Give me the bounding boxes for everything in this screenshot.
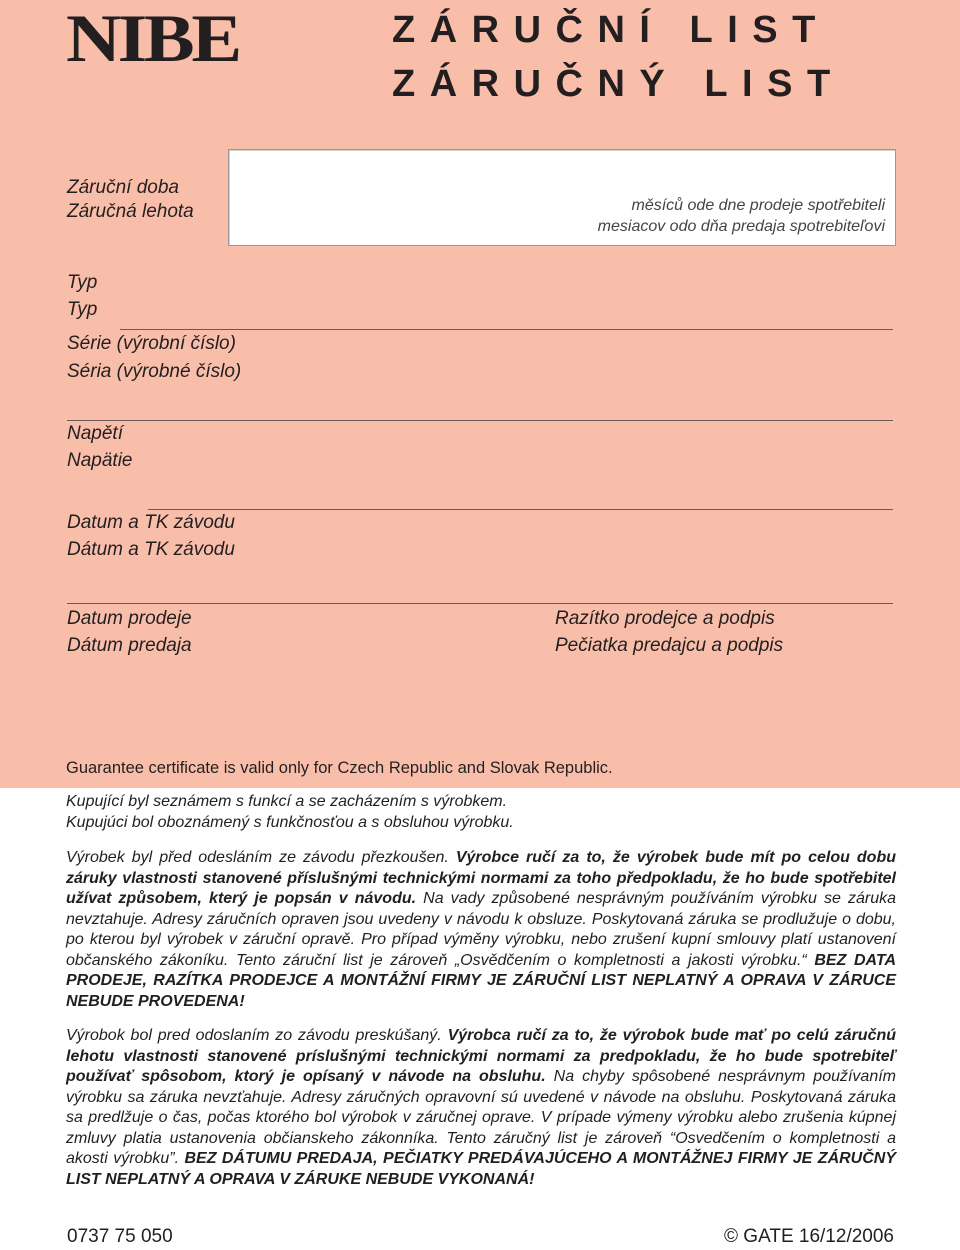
sale-date-label-sk: Dátum predaja <box>67 635 192 656</box>
voltage-label-cz: Napětí <box>67 423 123 444</box>
warranty-unit-sk: mesiacov odo dňa predaja spotrebiteľovi <box>597 218 885 235</box>
voltage-label-sk: Napätie <box>67 450 133 471</box>
factory-date-label-sk: Dátum a TK závodu <box>67 539 235 560</box>
terms-sk-tested: Výrobok bol pred odoslaním zo závodu preskúšaný. <box>66 1027 448 1044</box>
document-code: 0737 75 050 <box>67 1226 173 1247</box>
terms-sk-guarantee: Výrobca ručí za to, že výrobok bude mať po celú záručnú lehotu vlastnosti stanovené príslušnými technickými normami za predpokladu, že ho bude spotrebiteľ používať spôsobom, ktorý je opísaný v návode na obsluhu. <box>66 1027 897 1085</box>
terms-cz-conditions: Na vady způsobené nesprávným používáním výrobku se záruka nevztahuje. Adresy záručních opraven jsou uvedeny v návodu k obsluze. Poskytovaná záruka se prodlužuje o dobu, po kterou byl výrobek v záruční opravě. Pro případ výměny výrobku, nebo zrušení kupní smlouvy platí ustanovení občanského zákoníku. Tento záruční list je zároveň „Osvědčením o kompletnosti a jakosti výrobku.“ <box>66 890 897 969</box>
terms-sk-conditions: Na chyby spôsobené nesprávnym používaním výrobku sa záruka nevzťahuje. Adresy záručných opravovní sú uvedené v návode na obsluhu. Poskytovaná záruka sa predlžuje o čas, počas ktorého bol výrobok v záručnej oprave. V prípade výmeny výrobku alebo zrušenia kúpnej zmluvy platia ustanovenia občianskeho zákonníka. Tento záručný list je zároveň “Osvedčením o kompletnosti a akosti výrobku”. <box>66 1068 897 1167</box>
sale-date-label-cz: Datum prodeje <box>67 608 192 629</box>
stamp-label-cz: Razítko prodejce a podpis <box>555 608 775 629</box>
terms-cz <box>66 848 896 1012</box>
warranty-label-sk: Záručná lehota <box>67 201 194 222</box>
warranty-months-field[interactable] <box>228 149 896 246</box>
terms-cz-tested: Výrobek byl před odesláním ze závodu přezkoušen. <box>66 849 456 866</box>
terms-sk <box>66 1026 896 1190</box>
voltage-field-line[interactable] <box>148 509 893 510</box>
validity-notice: Guarantee certificate is valid only for Czech Republic and Slovak Republic. <box>66 759 613 777</box>
copyright: © GATE 16/12/2006 <box>724 1226 894 1247</box>
familiar-sk: Kupujúci bol oboznámený s funkčnosťou a s obsluhou výrobku. <box>66 814 514 831</box>
stamp-label-sk: Pečiatka predajcu a podpis <box>555 635 784 656</box>
serial-field-line[interactable] <box>67 420 893 421</box>
title-sk: ZÁRUČNÝ LIST <box>392 63 845 105</box>
type-label-sk: Typ <box>67 299 98 320</box>
warranty-unit-cz: měsíců ode dne prodeje spotřebiteli <box>631 197 885 214</box>
type-label-cz: Typ <box>67 272 98 293</box>
familiar-cz: Kupující byl seznámem s funkcí a se zacházením s výrobkem. <box>66 793 508 810</box>
warranty-label-cz: Záruční doba <box>67 177 179 198</box>
terms-cz-guarantee: Výrobce ručí za to, že výrobek bude mít po celou dobu záruky vlastnosti stanovené příslušnými technickými normami za toho předpokladu, že ho bude spotřebitel užívat způsobem, který je popsán v návodu. <box>66 849 897 907</box>
terms-cz-warning: BEZ DATA PRODEJE, RAZÍTKA PRODEJCE A MONTÁŽNÍ FIRMY JE ZÁRUČNÍ LIST NEPLATNÝ A OPRAVA V ZÁRUCE NEBUDE PROVEDENA! <box>66 951 897 1010</box>
factory-date-label-cz: Datum a TK závodu <box>67 512 235 533</box>
nibe-logo: NIBE <box>66 0 239 76</box>
serial-label-sk: Séria (výrobné číslo) <box>67 361 242 382</box>
terms-sk-warning: BEZ DÁTUMU PREDAJA, PEČIATKY PREDÁVAJÚCEHO A MONTÁŽNEJ FIRMY JE ZÁRUČNÝ LIST NEPLATNÝ A OPRAVA V ZÁRUKE NEBUDE VYKONANÁ! <box>66 1150 897 1188</box>
serial-label-cz: Série (výrobní číslo) <box>67 333 236 354</box>
warranty-unit-text <box>598 195 885 237</box>
title-cz: ZÁRUČNÍ LIST <box>392 9 830 51</box>
factory-date-field-line[interactable] <box>67 603 893 604</box>
